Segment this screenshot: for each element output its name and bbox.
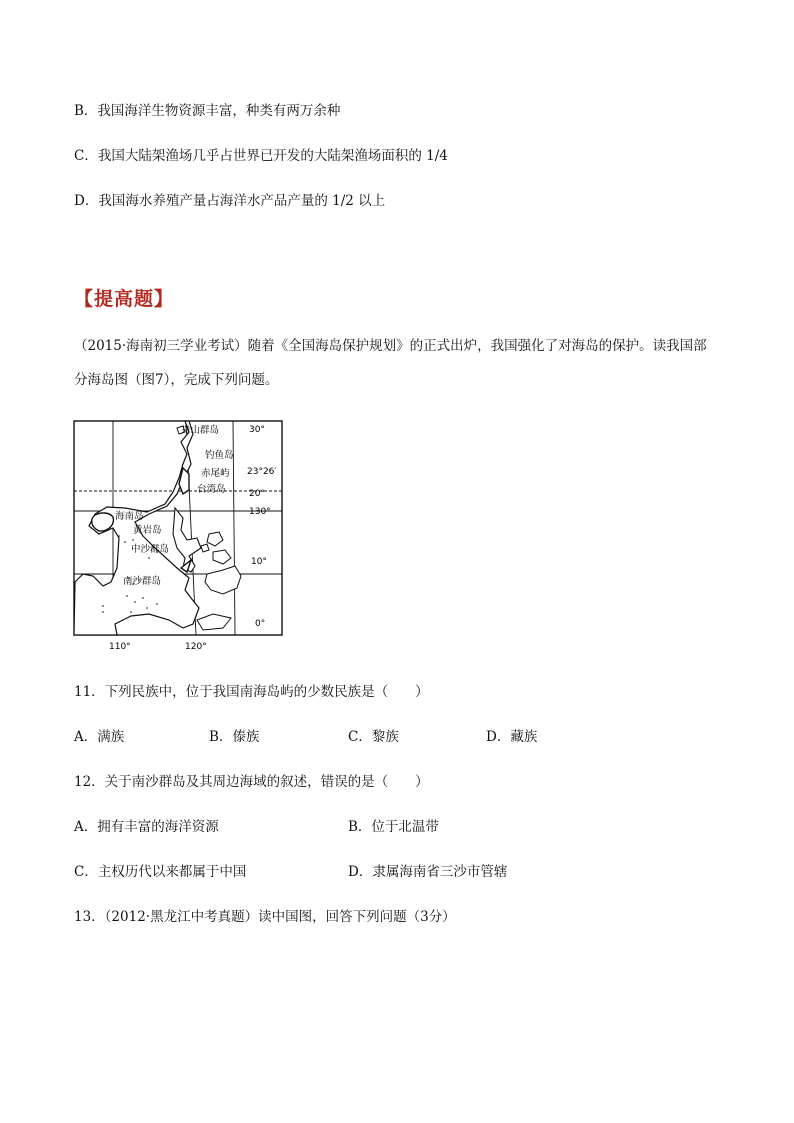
lat-20: 20°: [249, 489, 265, 499]
label-chiwei: 赤尾屿: [201, 468, 230, 479]
lat-0: 0°: [255, 619, 266, 629]
q11-option-b[interactable]: B．傣族: [209, 729, 260, 745]
label-taiwan: 台湾岛: [197, 484, 226, 495]
q12-option-d[interactable]: D．隶属海南省三沙市管辖: [348, 864, 508, 880]
intro-line-2: 分海岛图（图7），完成下列问题。: [74, 372, 279, 388]
q12-option-a[interactable]: A．拥有丰富的海洋资源: [74, 819, 219, 835]
label-zhoushan: 舟山群岛: [181, 425, 220, 436]
q12-option-c[interactable]: C．主权历代以来都属于中国: [74, 864, 247, 880]
q13-stem: 13．（2012·黑龙江中考真题）读中国图，回答下列问题（3分）: [74, 909, 456, 925]
islands-map: [73, 418, 287, 652]
label-huangyan: 黄岩岛: [133, 525, 162, 536]
q11-option-c[interactable]: C．黎族: [348, 729, 399, 745]
lon-120: 120°: [185, 642, 207, 652]
q12-option-b[interactable]: B．位于北温带: [348, 819, 439, 835]
q11-option-d[interactable]: D．藏族: [486, 729, 538, 745]
option-b-previous: B．我国海洋生物资源丰富，种类有两万余种: [74, 103, 341, 119]
q11-stem: 11．下列民族中，位于我国南海岛屿的少数民族是（ ）: [74, 684, 429, 700]
label-hainan: 海南岛: [115, 511, 144, 522]
lon-110: 110°: [109, 642, 131, 652]
label-nansha: 南沙群岛: [123, 576, 162, 587]
label-diaoyu: 钓鱼岛: [205, 450, 234, 461]
option-d-previous: D．我国海水养殖产量占海洋水产品产量的 1/2 以上: [74, 193, 386, 209]
lat-30: 30°: [249, 425, 265, 435]
q12-stem: 12．关于南沙群岛及其周边海域的叙述，错误的是（ ）: [74, 774, 429, 790]
q11-option-a[interactable]: A．满族: [74, 729, 125, 745]
intro-line-1: （2015·海南初三学业考试）随着《全国海岛保护规划》的正式出炉，我国强化了对海岛的保护。读我国部: [74, 338, 707, 354]
section-title: 【提高题】: [74, 288, 175, 310]
option-c-previous: C．我国大陆架渔场几乎占世界已开发的大陆架渔场面积的 1/4: [74, 148, 448, 164]
lat-23-26: 23°26′: [247, 467, 277, 477]
lat-10: 10°: [251, 557, 267, 567]
label-zhongsha: 中沙群岛: [131, 544, 170, 555]
lon-130: 130°: [249, 507, 271, 517]
